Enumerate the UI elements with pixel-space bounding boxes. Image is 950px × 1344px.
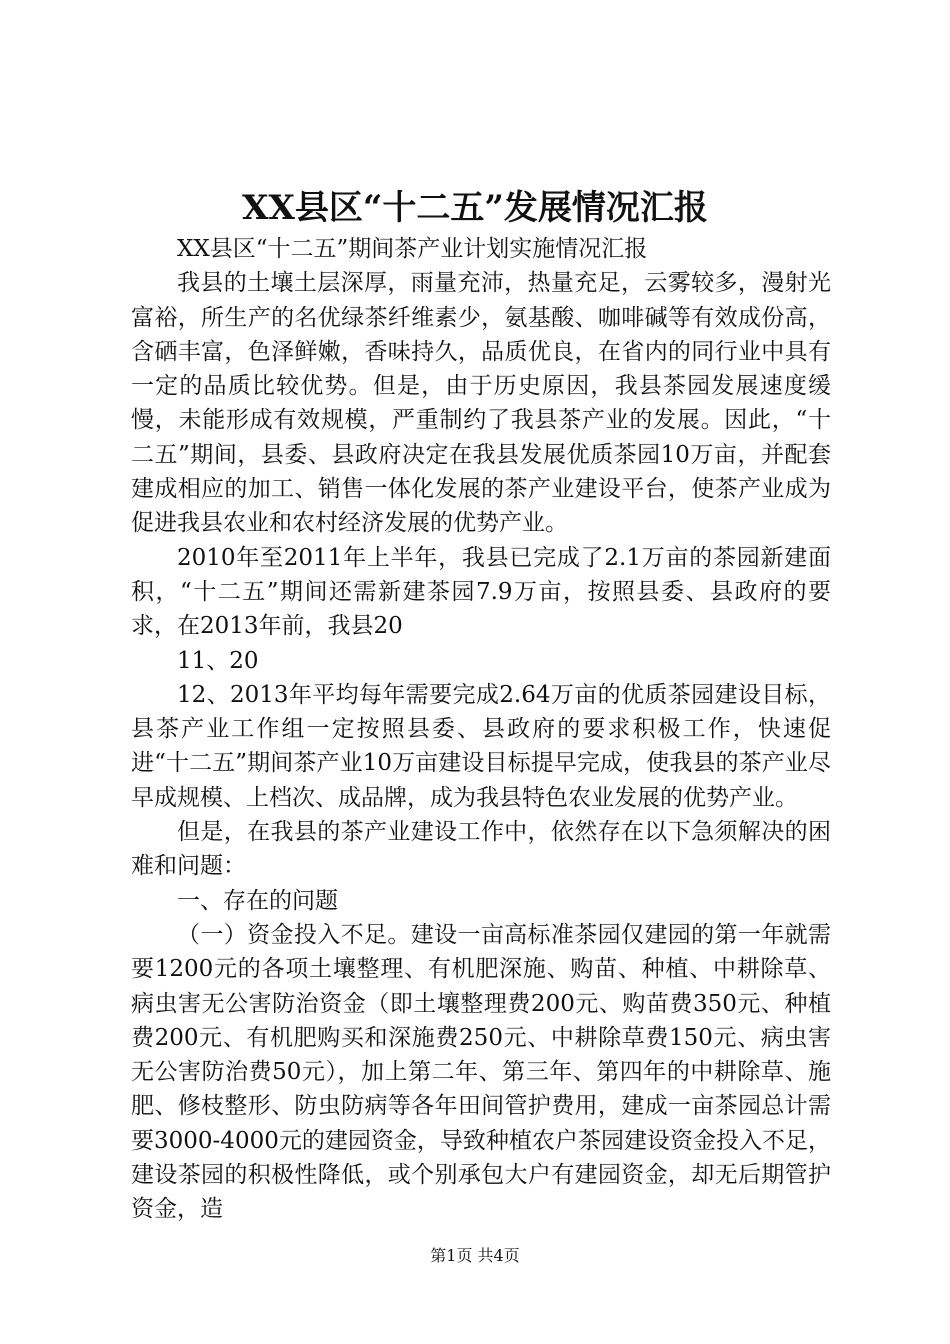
body-paragraph: 我县的土壤土层深厚，雨量充沛，热量充足，云雾较多，漫射光富裕，所生产的名优绿茶纤维素少，氨基酸、咖啡碱等有效成份高，含硒丰富，色泽鲜嫩，香味持久，品质优良，在省内的同行业中具有一定的品质比较优势。但是，由于历史原因，我县茶园发展速度缓慢，未能形成有效规模，严重制约了我县茶产业的发展。因此，“十二五”期间，县委、县政府决定在我县发展优质茶园10万亩，并配套建成相应的加工、销售一体化发展的茶产业建设平台，使茶产业成为促进我县农业和农村经济发展的优势产业。 (131, 270, 831, 537)
body-paragraph: 12、2013年平均每年需要完成2.64万亩的优质茶园建设目标，县茶产业工作组一定按照县委、县政府的要求积极工作，快速促进“十二五”期间茶产业10万亩建设目标提早完成，使我县的茶产业尽早成规模、上档次、成品牌，成为我县特色农业发展的优势产业。 (131, 681, 831, 811)
subtitle-paragraph: XX县区“十二五”期间茶产业计划实施情况汇报 (177, 236, 648, 262)
document-title: XX县区“十二五”发展情况汇报 (242, 188, 708, 228)
document-body (131, 232, 831, 1227)
body-paragraph: （一）资金投入不足。建设一亩高标准茶园仅建园的第一年就需要1200元的各项土壤整理、有机肥深施、购苗、种植、中耕除草、病虫害无公害防治资金（即土壤整理费200元、购苗费350元、种植费200元、有机肥购买和深施费250元、中耕除草费150元、病虫害无公害防治费50元），加上第二年、第三年、第四年的中耕除草、施肥、修枝整形、防虫防病等各年田间管护费用，建成一亩茶园总计需要3000-4000元的建园资金，导致种植农户茶园建设资金投入不足，建设茶园的积极性降低，或个别承包大户有建园资金，却无后期管护资金，造 (131, 921, 831, 1223)
section-heading: 一、存在的问题 (177, 887, 338, 914)
body-paragraph: 2010年至2011年上半年，我县已完成了2.1万亩的茶园新建面积，“十二五”期间还需新建茶园7.9万亩，按照县委、县政府的要求，在2013年前，我县20 (131, 544, 831, 640)
body-paragraph: 但是，在我县的茶产业建设工作中，依然存在以下急须解决的困难和问题： (131, 819, 831, 880)
body-paragraph: 11、20 (177, 647, 259, 674)
page-footer: 第1页 共4页 (430, 1246, 520, 1265)
